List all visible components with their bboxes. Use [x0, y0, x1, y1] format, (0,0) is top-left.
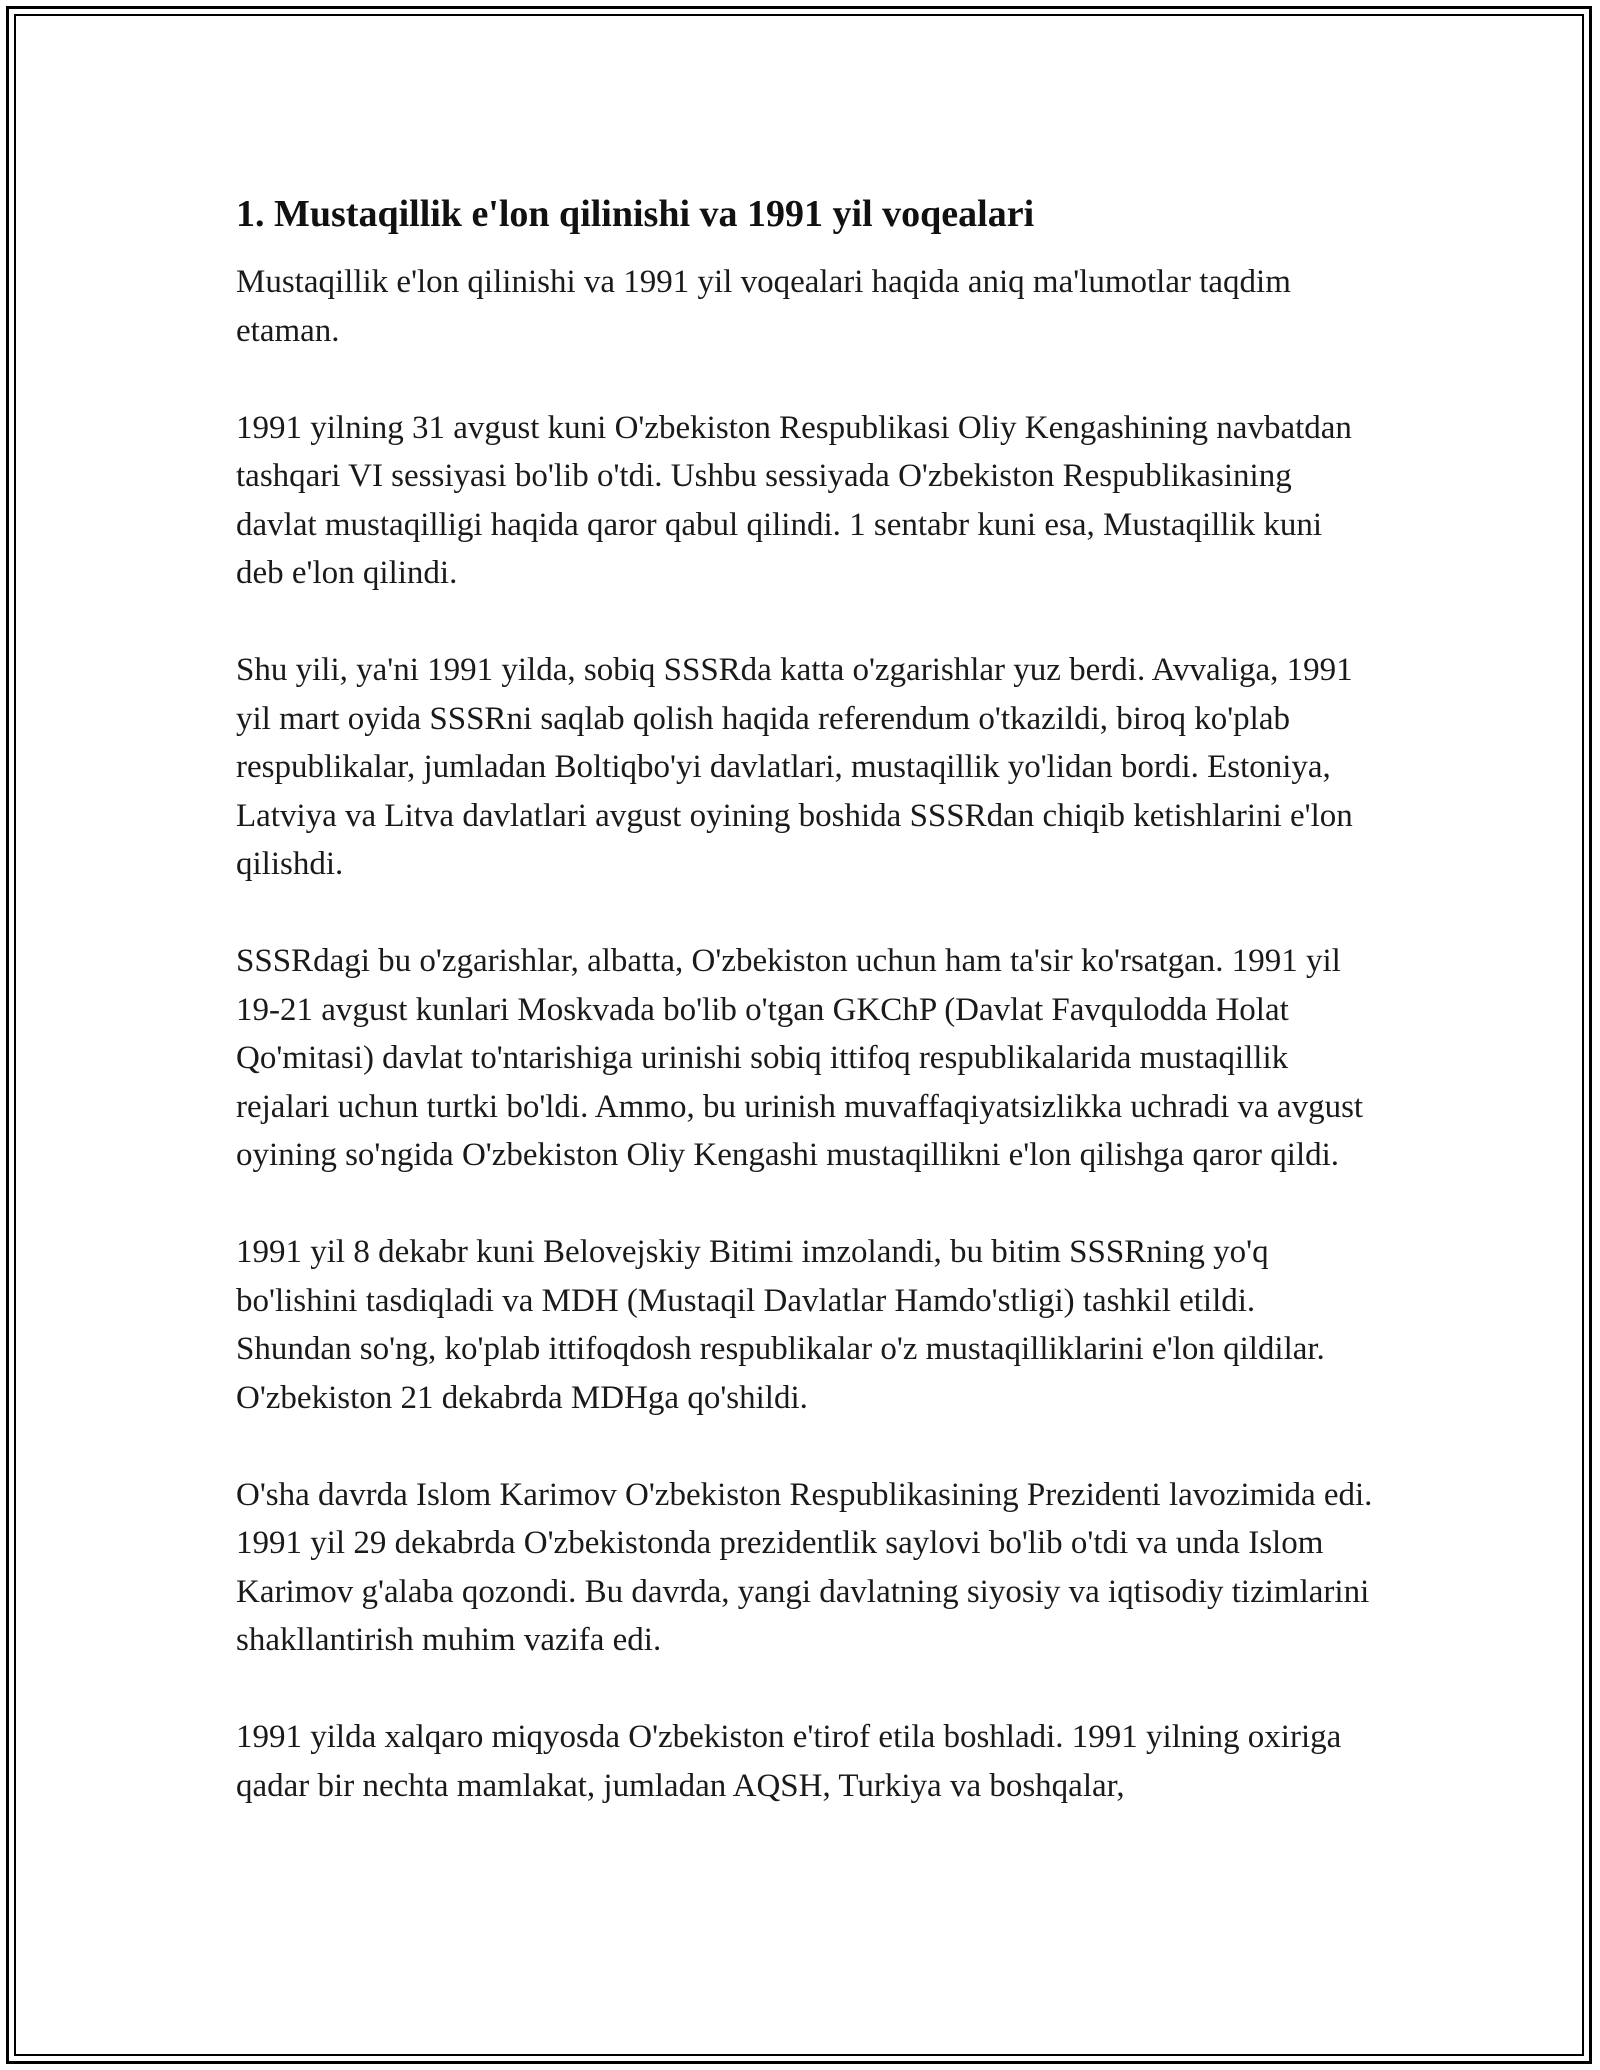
- paragraph-ussr-changes: Shu yili, ya'ni 1991 yilda, sobiq SSSRda katta o'zgarishlar yuz berdi. Avvaliga, 1991 yil mart oyida SSSRni saqlab qolish haqida referendum o'tkazildi, biroq ko'plab respublikalar, jumladan Boltiqbo'yi davlatlari, mustaqillik yo'lidan bordi. Estoniya, Latviya va Litva davlatlari avgust oyining boshida SSSRdan chiqib ketishlarini e'lon qilishdi.: [236, 652, 1353, 882]
- document-body: [236, 186, 1376, 1810]
- section-heading: 1. Mustaqillik e'lon qilinishi va 1991 yil voqealari: [236, 193, 1035, 235]
- paragraph-gkchp: SSSRdagi bu o'zgarishlar, albatta, O'zbekiston uchun ham ta'sir ko'rsatgan. 1991 yil 19-21 avgust kunlari Moskvada bo'lib o'tgan GKChP (Davlat Favqulodda Holat Qo'mitasi) davlat to'ntarishiga urinishi sobiq ittifoq respublikalarida mustaqillik rejalari uchun turtki bo'ldi. Ammo, bu urinish muvaffaqiyatsizlikka uchradi va avgust oyining so'ngida O'zbekiston Oliy Kengashi mustaqillikni e'lon qilishga qaror qildi.: [236, 943, 1364, 1173]
- paragraph-intro: Mustaqillik e'lon qilinishi va 1991 yil voqealari haqida aniq ma'lumotlar taqdim etaman.: [236, 264, 1291, 349]
- paragraph-president: O'sha davrda Islom Karimov O'zbekiston Respublikasining Prezidenti lavozimida edi. 1991 yil 29 dekabrda O'zbekistonda prezidentlik saylovi bo'lib o'tdi va unda Islom Karimov g'alaba qozondi. Bu davrda, yangi davlatning siyosiy va iqtisodiy tizimlarini shakllantirish muhim vazifa edi.: [236, 1476, 1373, 1658]
- paragraph-august-session: 1991 yilning 31 avgust kuni O'zbekiston Respublikasi Oliy Kengashining navbatdan tashqari VI sessiyasi bo'lib o'tdi. Ushbu sessiyada O'zbekiston Respublikasining davlat mustaqilligi haqida qaror qabul qilindi. 1 sentabr kuni esa, Mustaqillik kuni deb e'lon qilindi.: [236, 409, 1352, 591]
- paragraph-recognition: 1991 yilda xalqaro miqyosda O'zbekiston e'tirof etila boshladi. 1991 yilning oxiriga qadar bir nechta mamlakat, jumladan AQSH, Turkiya va boshqalar,: [236, 1719, 1342, 1804]
- paragraph-belovezh: 1991 yil 8 dekabr kuni Belovejskiy Bitimi imzolandi, bu bitim SSSRning yo'q bo'lishini tasdiqladi va MDH (Mustaqil Davlatlar Hamdo'stligi) tashkil etildi. Shundan so'ng, ko'plab ittifoqdosh respublikalar o'z mustaqilliklarini e'lon qildilar. O'zbekiston 21 dekabrda MDHga qo'shildi.: [236, 1234, 1325, 1416]
